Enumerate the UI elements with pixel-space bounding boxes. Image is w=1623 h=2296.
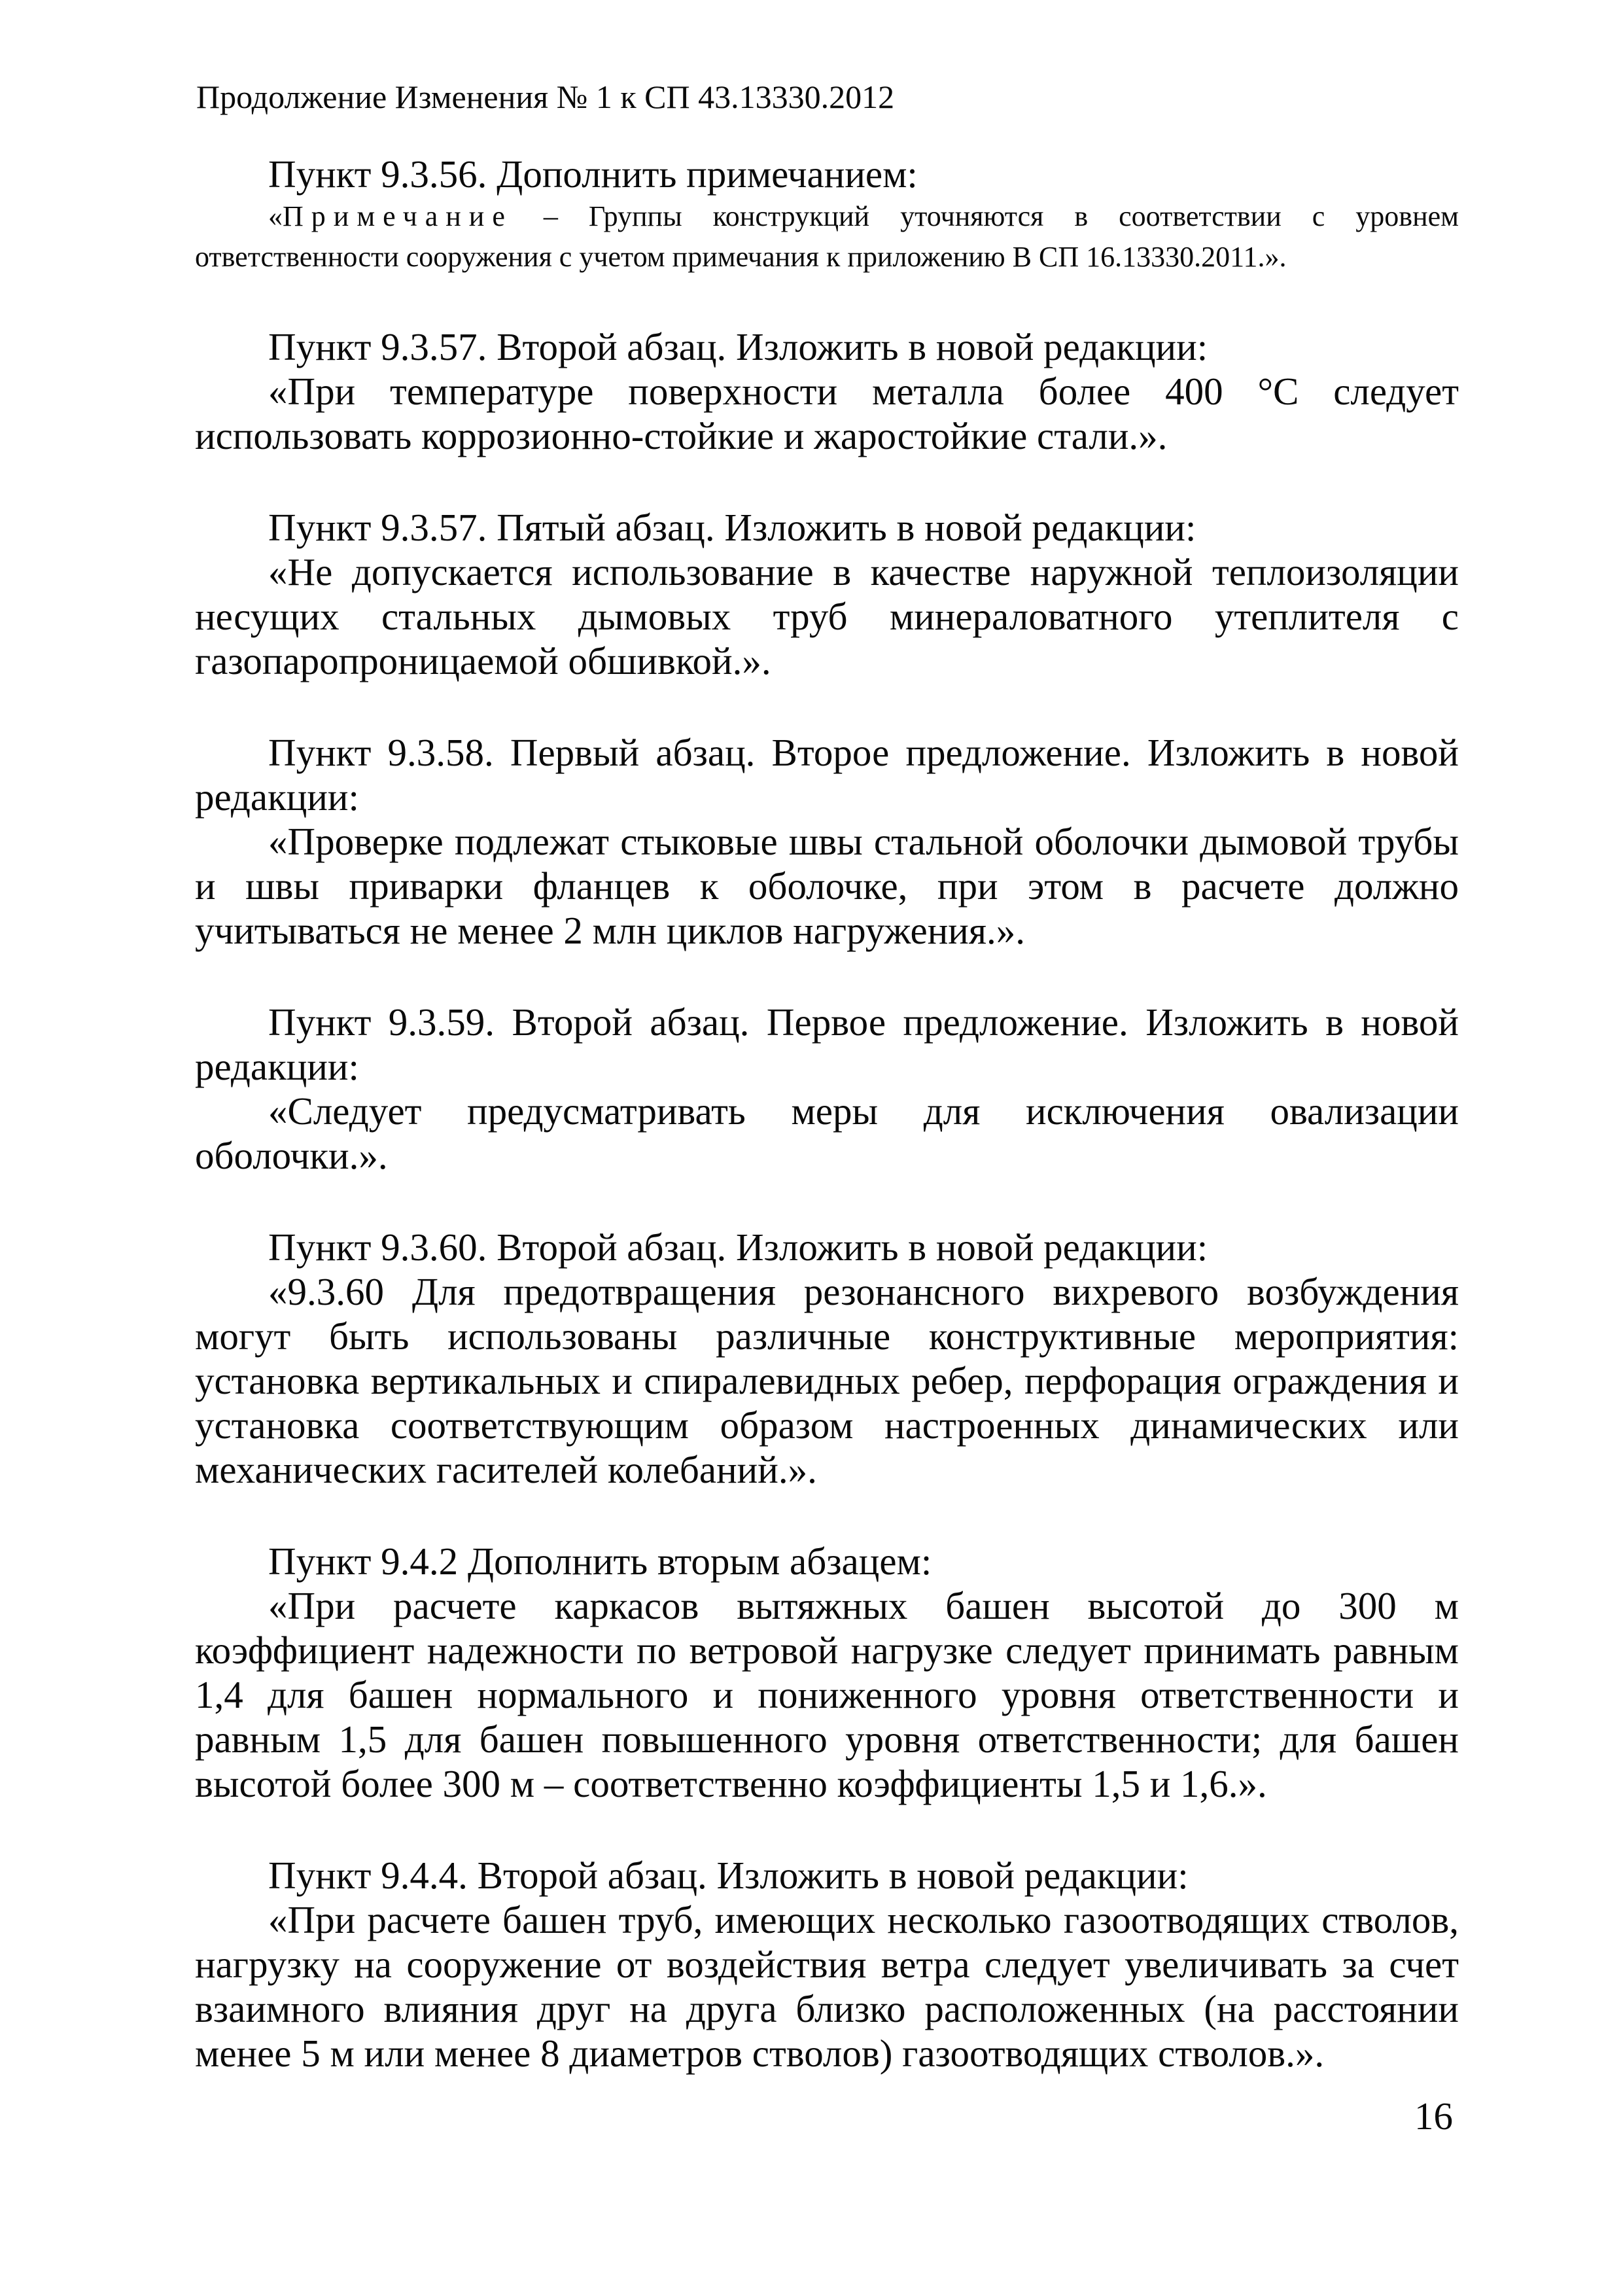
section-body: «Следует предусматривать меры для исключения овализации оболочки.». [195,1089,1459,1177]
section-title: Пункт 9.3.60. Второй абзац. Изложить в новой редакции: [268,1226,1208,1269]
section-title: Пункт 9.4.2 Дополнить вторым абзацем: [268,1540,932,1583]
section-9-3-57-second [195,325,1459,458]
section-body: «Не допускается использование в качестве наружной теплоизоляции несущих стальных дымовых труб минераловатного утеплителя с газопаропроницаемой обшивкой.». [195,550,1459,682]
section-9-3-60 [195,1225,1459,1492]
section-body: «Проверке подлежат стыковые швы стальной оболочки дымовой трубы и швы приварки фланцев к оболочке, при этом в расчете должно учитываться не менее 2 млн циклов нагружения.». [195,820,1459,952]
section-body: «9.3.60 Для предотвращения резонансного вихревого возбуждения могут быть использованы различные конструктивные мероприятия: установка вертикальных и спиралевидных ребер, перфорация ограждения и установка соответствующим образом настроенных динамических или механических гасителей колебаний.». [195,1270,1459,1491]
section-title: Пункт 9.3.56. Дополнить примечанием: [268,152,918,196]
section-title: Пункт 9.3.57. Пятый абзац. Изложить в новой редакции: [268,506,1196,549]
section-title: Пункт 9.3.59. Второй абзац. Первое предложение. Изложить в новой редакции: [195,1000,1459,1088]
section-9-3-56 [195,152,1459,277]
section-9-4-2 [195,1539,1459,1806]
section-9-3-57-fifth [195,505,1459,683]
note-open-quote: « [268,200,283,232]
document-body [195,152,1459,2123]
page-number: 16 [1414,2094,1453,2138]
note-text: – Группы конструкций уточняются в соответствии с уровнем ответственности сооружения с учетом примечания к приложению В СП 16.13330.2011.». [195,200,1459,273]
section-body: «При расчете башен труб, имеющих несколько газоотводящих стволов, нагрузку на сооружение от воздействия ветра следует увеличивать за счет взаимного влияния друг на друга близко расположенных (на расстоянии менее 5 м или менее 8 диаметров стволов) газоотводящих стволов.». [195,1898,1459,2075]
section-body: «При температуре поверхности металла более 400 °С следует использовать коррозионно-стойкие и жаростойкие стали.». [195,370,1459,457]
section-title: Пункт 9.3.57. Второй абзац. Изложить в новой редакции: [268,325,1208,368]
section-title: Пункт 9.4.4. Второй абзац. Изложить в новой редакции: [268,1854,1189,1897]
section-body: «При расчете каркасов вытяжных башен высотой до 300 м коэффициент надежности по ветровой нагрузке следует принимать равным 1,4 для башен нормального и пониженного уровня ответственности и равным 1,5 для башен повышенного уровня ответственности; для башен высотой более 300 м – соответственно коэффициенты 1,5 и 1,6.». [195,1584,1459,1805]
section-9-3-59 [195,1000,1459,1178]
note-label: Примечание [283,200,513,232]
section-title: Пункт 9.3.58. Первый абзац. Второе предложение. Изложить в новой редакции: [195,731,1459,819]
section-note [195,196,1459,277]
running-header: Продолжение Изменения № 1 к СП 43.13330.2012 [196,79,895,115]
section-9-4-4 [195,1853,1459,2075]
section-9-3-58 [195,730,1459,953]
